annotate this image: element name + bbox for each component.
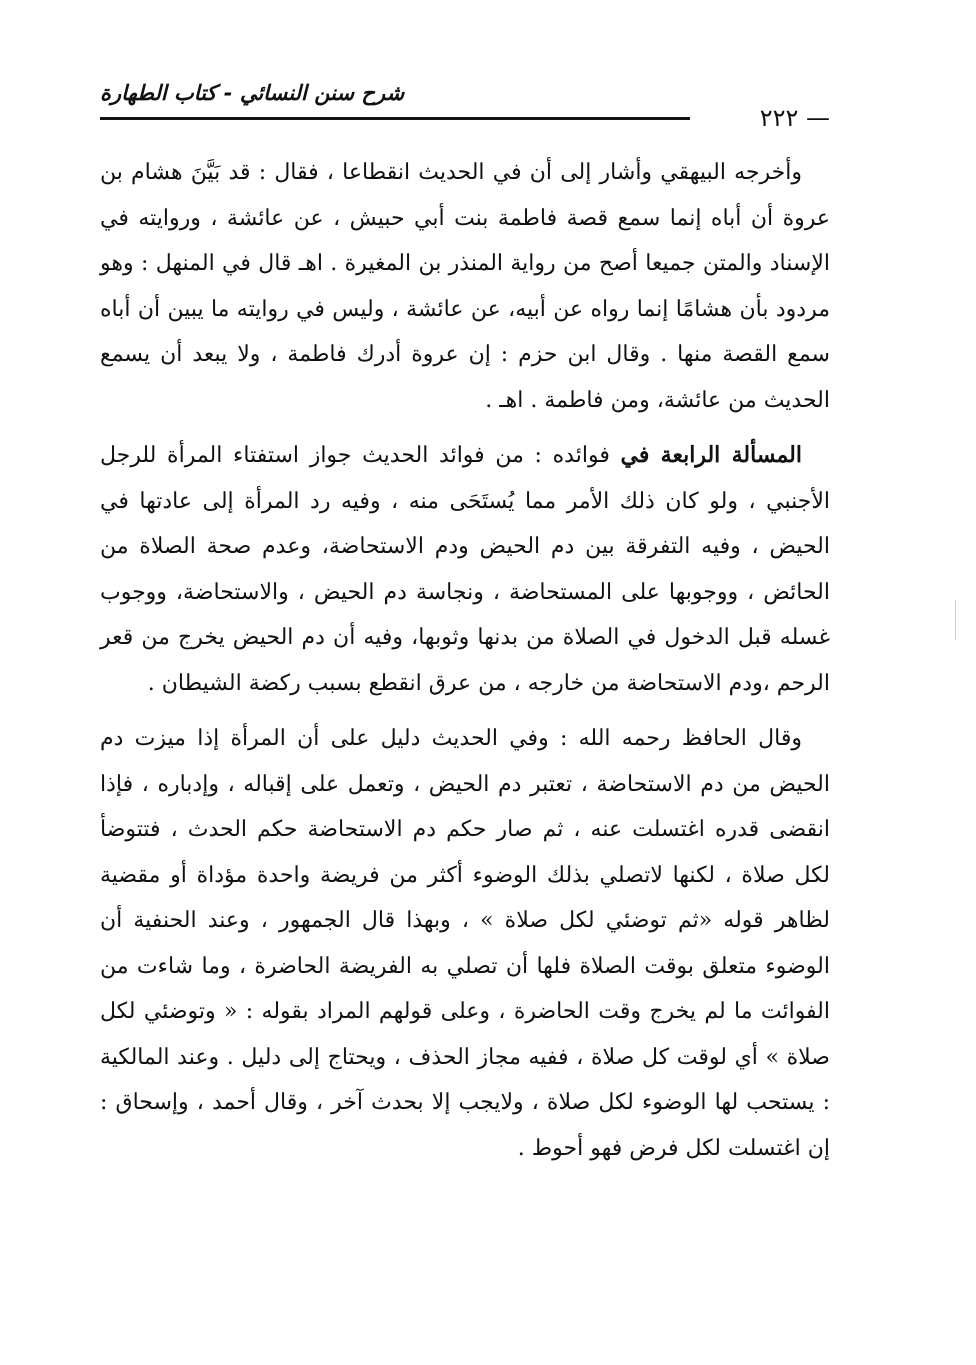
running-header	[100, 78, 830, 132]
paragraph-3	[100, 716, 830, 1171]
body-text	[100, 150, 830, 1181]
paragraph-1-text: وأخرجه البيهقي وأشار إلى أن في الحديث انقطاعا ، فقال : قد بَيَّنَ هشام بن عروة أن أباه إنما سمع قصة فاطمة بنت أبي حبيش ، عن عائشة ، وروايته في الإسناد والمتن جميعا أصح من رواية المنذر بن المغيرة . اهـ قال في المنهل : وهو مردود بأن هشامًا إنما رواه عن أبيه، عن عائشة ، وليس في روايته ما يبين أن أباه سمع القصة منها . وقال ابن حزم : إن عروة أدرك فاطمة ، ولا يبعد أن يسمع الحديث من عائشة، ومن فاطمة . اهـ .	[100, 160, 830, 413]
header-rule	[100, 117, 690, 120]
paragraph-1	[100, 150, 830, 423]
section-heading-fourth-issue: المسألة الرابعة في	[620, 442, 802, 468]
page-number: — ٢٢٢	[759, 104, 830, 132]
paragraph-2	[100, 433, 830, 706]
paragraph-2-text: فوائده : من فوائد الحديث جواز استفتاء المرأة للرجل الأجنبي ، ولو كان ذلك الأمر مما يُستَحَى منه ، وفيه رد المرأة إلى عادتها في الحيض ، وفيه التفرقة بين دم الحيض ودم الاستحاضة، وعدم صحة الصلاة من الحائض ، ووجوبها على المستحاضة ، ونجاسة دم الحيض ، والاستحاضة، ووجوب غسله قبل الدخول في الصلاة من بدنها وثوبها، وفيه أن دم الحيض يخرج من قعر الرحم ،ودم الاستحاضة من خارجه ، من عرق انقطع بسبب ركضة الشيطان .	[100, 443, 830, 696]
scan-margin-mark	[955, 600, 956, 640]
book-title: شرح سنن النسائي - كتاب الطهارة	[100, 81, 405, 105]
paragraph-3-text: وقال الحافظ رحمه الله : وفي الحديث دليل على أن المرأة إذا ميزت دم الحيض من دم الاستحاضة ، تعتبر دم الحيض ، وتعمل على إقباله ، وإدباره ، فإذا انقضى قدره اغتسلت عنه ، ثم صار حكم دم الاستحاضة حكم الحدث ، فتتوضأ لكل صلاة ، لكنها لاتصلي بذلك الوضوء أكثر من فريضة واحدة مؤداة أو مقضية لظاهر قوله «ثم توضئي لكل صلاة » ، وبهذا قال الجمهور ، وعند الحنفية أن الوضوء متعلق بوقت الصلاة فلها أن تصلي به الفريضة الحاضرة ، وما شاءت من الفوائت ما لم يخرج وقت الحاضرة ، وعلى قولهم المراد بقوله : « وتوضئي لكل صلاة » أي لوقت كل صلاة ، ففيه مجاز الحذف ، ويحتاج إلى دليل . وعند المالكية : يستحب لها الوضوء لكل صلاة ، ولايجب إلا بحدث آخر ، وقال أحمد ، وإسحاق : إن اغتسلت لكل فرض فهو أحوط .	[100, 726, 830, 1161]
